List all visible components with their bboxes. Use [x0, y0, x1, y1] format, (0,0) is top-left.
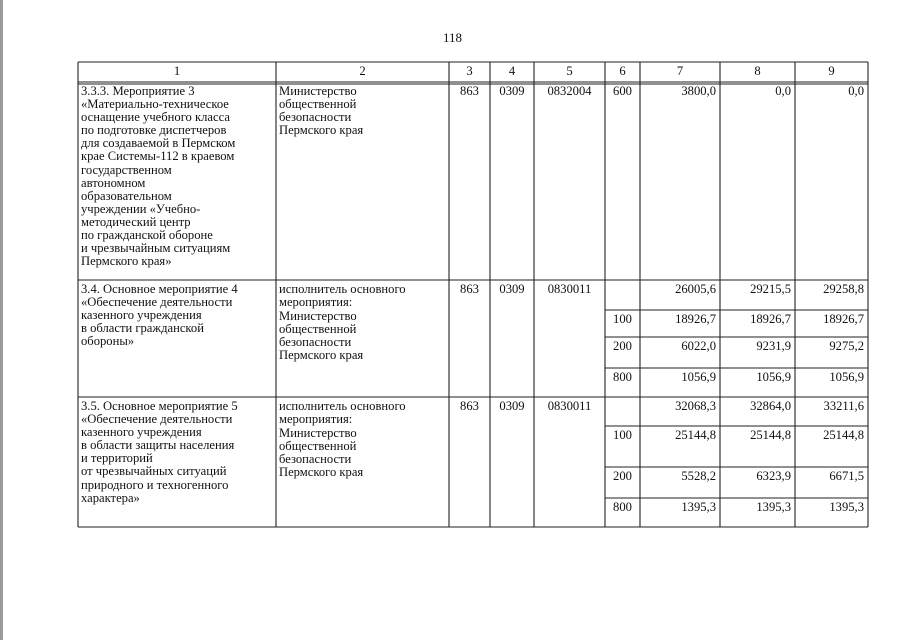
header-col-5: 5	[566, 64, 573, 78]
row-2-line-0-year3: 33211,6	[823, 399, 864, 413]
row-1-line-1-vr: 100	[613, 312, 632, 326]
row-1-line-3-year2: 1056,9	[756, 370, 791, 384]
row-1-line-2-vr: 200	[613, 339, 632, 353]
row-2-line-3-year1: 1395,3	[681, 500, 716, 514]
row-0-executor: Министерство общественной безопасности Пермского края	[279, 84, 364, 138]
row-1-line-2-year2: 9231,9	[756, 339, 791, 353]
row-2-line-2-vr: 200	[613, 469, 632, 483]
header-col-2: 2	[359, 64, 366, 78]
header-col-7: 7	[676, 64, 684, 78]
row-1-line-3-year1: 1056,9	[681, 370, 716, 384]
row-2-line-3-vr: 800	[613, 500, 632, 514]
row-0-line-0-year1: 3800,0	[681, 84, 716, 98]
row-2-line-2-year1: 5528,2	[681, 469, 716, 483]
row-1-line-1-year1: 18926,7	[675, 312, 716, 326]
row-1-line-1-year2: 18926,7	[750, 312, 791, 326]
row-2-line-1-vr: 100	[613, 428, 632, 442]
row-1-name: 3.4. Основное мероприятие 4 «Обеспечение деятельности казенного учреждения в области гражданской обороны»	[81, 282, 238, 349]
row-2-line-1-year2: 25144,8	[750, 428, 791, 442]
row-1-line-3-year3: 1056,9	[829, 370, 864, 384]
row-0-name: 3.3.3. Мероприятие 3 «Материально-техническое оснащение учебного класса по подготовке диспетчеров для создаваемой в Пермском крае Системы-112 в краевом государственном автономном образовательном учреждении «Учебно- методический центр по гражданской обороне и чрезвычайным ситуациям Пермского края»	[81, 84, 236, 269]
header-col-6: 6	[619, 64, 626, 78]
row-1-line-3-vr: 800	[613, 370, 632, 384]
row-0-rzpr: 0309	[499, 84, 525, 98]
row-2-executor: Министерство общественной безопасности Пермского края	[279, 426, 364, 480]
row-0-line-0-year2: 0,0	[775, 84, 791, 98]
header-col-3: 3	[466, 64, 473, 78]
row-2-csr: 0830011	[547, 399, 592, 413]
row-0-line-0-year3: 0,0	[848, 84, 864, 98]
row-1-line-0-year1: 26005,6	[675, 282, 716, 296]
row-2-line-0-year1: 32068,3	[675, 399, 716, 413]
header-col-8: 8	[754, 64, 761, 78]
row-1-rzpr: 0309	[499, 282, 525, 296]
header-col-9: 9	[828, 64, 835, 78]
row-0-grbs: 863	[460, 84, 479, 98]
row-2-line-2-year3: 6671,5	[829, 469, 864, 483]
row-2-line-2-year2: 6323,9	[756, 469, 791, 483]
header-col-4: 4	[508, 64, 516, 78]
row-2-line-0-year2: 32864,0	[750, 399, 791, 413]
row-2-line-1-year1: 25144,8	[675, 428, 716, 442]
row-0-line-0-vr: 600	[613, 84, 632, 98]
row-2-line-1-year3: 25144,8	[823, 428, 864, 442]
row-1-executor-head: исполнитель основного мероприятия:	[279, 282, 406, 310]
row-1-grbs: 863	[460, 282, 479, 296]
row-1-line-2-year1: 6022,0	[681, 339, 716, 353]
row-2-executor-head: исполнитель основного мероприятия:	[279, 399, 406, 427]
row-2-line-3-year3: 1395,3	[829, 500, 864, 514]
row-1-executor: Министерство общественной безопасности Пермского края	[279, 309, 364, 363]
row-1-line-0-year3: 29258,8	[823, 282, 864, 296]
header-col-1: 1	[173, 64, 181, 78]
row-2-name: 3.5. Основное мероприятие 5 «Обеспечение деятельности казенного учреждения в области защиты населения и территорий от чрезвычайных ситуаций природного и техногенного характера»	[81, 399, 238, 505]
row-1-line-1-year3: 18926,7	[823, 312, 864, 326]
row-1-line-0-year2: 29215,5	[750, 282, 791, 296]
row-2-rzpr: 0309	[499, 399, 525, 413]
row-1-csr: 0830011	[547, 282, 592, 296]
row-2-line-3-year2: 1395,3	[756, 500, 791, 514]
page-number: 118	[442, 30, 463, 45]
row-1-line-2-year3: 9275,2	[829, 339, 864, 353]
row-0-csr: 0832004	[547, 84, 592, 98]
row-2-grbs: 863	[460, 399, 479, 413]
